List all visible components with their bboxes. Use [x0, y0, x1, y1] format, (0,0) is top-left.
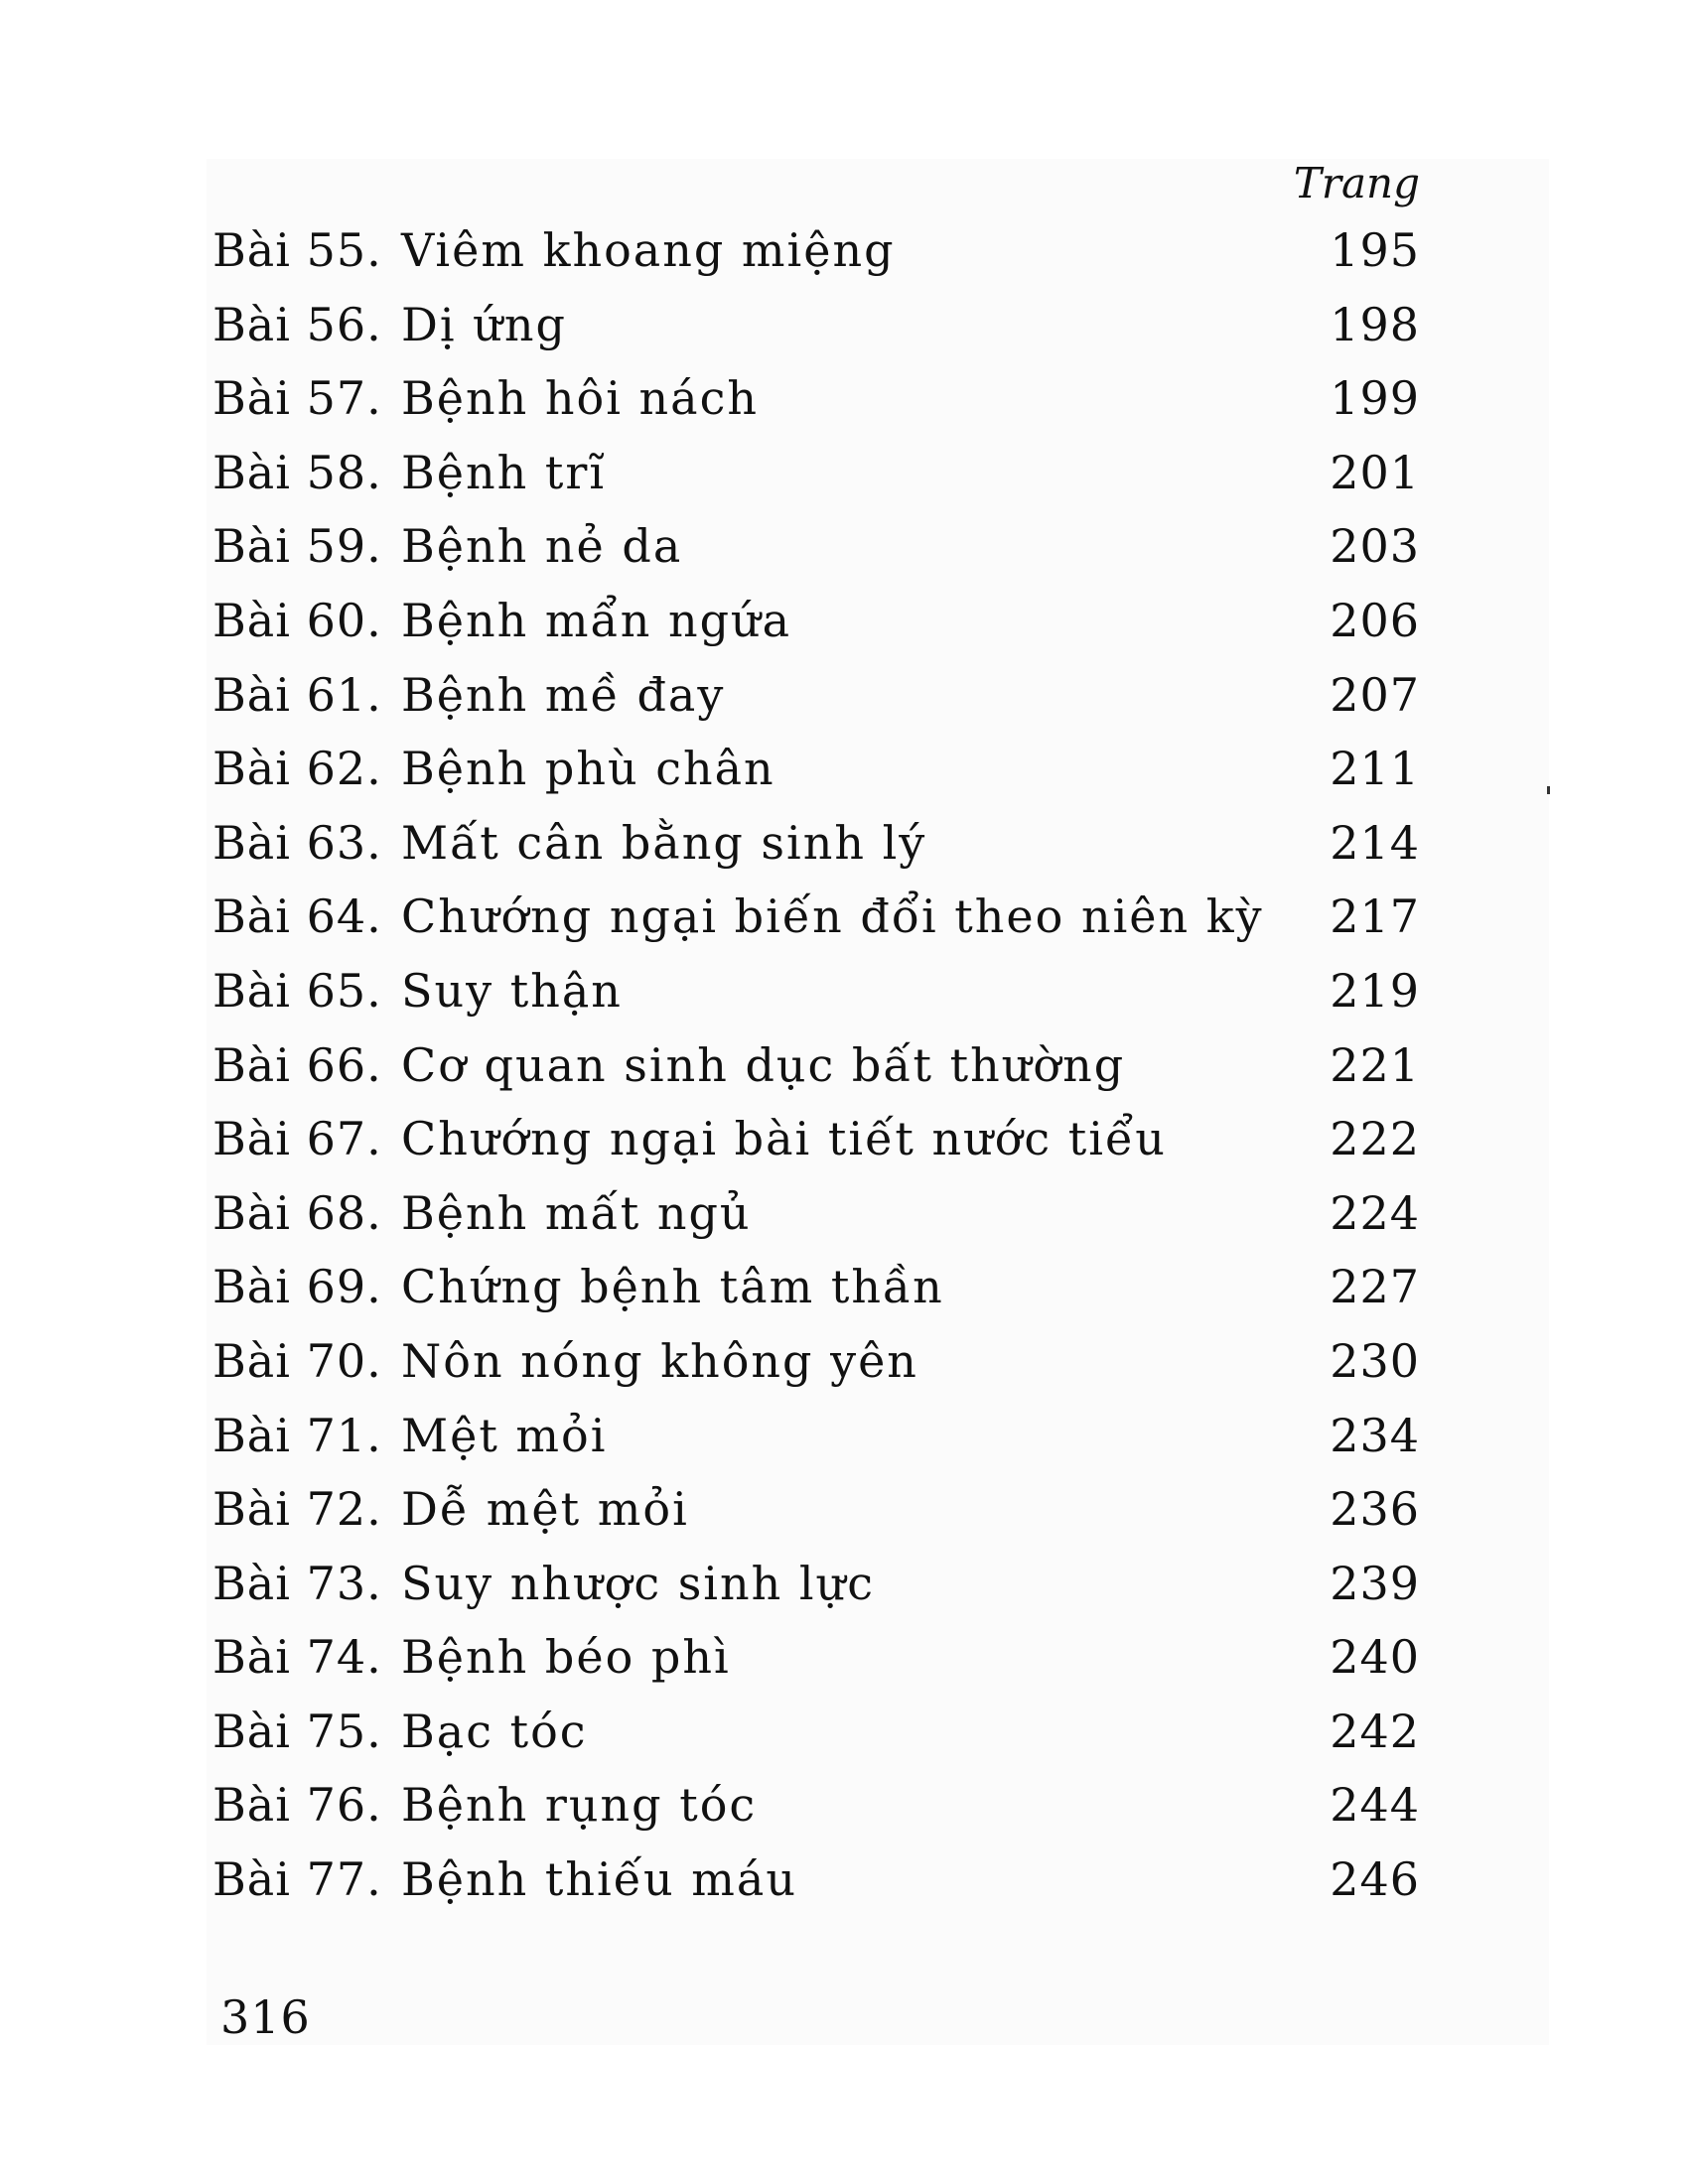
lesson-number: Bài 63.	[212, 815, 382, 870]
toc-entry	[212, 1324, 1434, 1399]
lesson-number: Bài 55.	[212, 223, 382, 277]
lesson-page-number: 219	[1330, 963, 1420, 1018]
toc-entry	[212, 1547, 1434, 1621]
folio-page-number: 316	[220, 1990, 311, 2044]
lesson-page-number: 230	[1330, 1333, 1420, 1388]
toc-entry	[212, 1250, 1434, 1324]
lesson-number: Bài 72.	[212, 1482, 382, 1537]
lesson-page-number: 199	[1330, 371, 1420, 426]
lesson-page-number: 214	[1330, 815, 1420, 870]
lesson-page-number: 211	[1330, 742, 1420, 796]
lesson-number: Bài 60.	[212, 593, 382, 647]
toc-entry	[212, 1472, 1434, 1547]
lesson-number: Bài 62.	[212, 742, 382, 796]
lesson-title: Dị ứng	[401, 297, 567, 351]
lesson-title: Chướng ngại biến đổi theo niên kỳ	[401, 889, 1264, 944]
lesson-title: Suy thận	[401, 963, 623, 1018]
table-of-contents	[212, 154, 1434, 1917]
toc-entry	[212, 288, 1434, 362]
lesson-page-number: 203	[1330, 519, 1420, 574]
toc-entry	[212, 658, 1434, 733]
lesson-page-number: 246	[1330, 1852, 1420, 1907]
toc-entry	[212, 1768, 1434, 1843]
toc-entry	[212, 436, 1434, 510]
lesson-title: Nôn nóng không yên	[401, 1333, 918, 1388]
toc-entry	[212, 1028, 1434, 1103]
lesson-number: Bài 74.	[212, 1630, 382, 1685]
lesson-number: Bài 76.	[212, 1778, 382, 1833]
lesson-page-number: 236	[1330, 1482, 1420, 1537]
lesson-page-number: 234	[1330, 1408, 1420, 1462]
toc-entry	[212, 954, 1434, 1028]
lesson-title: Suy nhược sinh lực	[401, 1556, 875, 1610]
lesson-number: Bài 61.	[212, 667, 382, 722]
toc-entry	[212, 213, 1434, 288]
lesson-title: Mệt mỏi	[401, 1408, 608, 1462]
lesson-title: Bệnh trĩ	[401, 445, 607, 499]
lesson-number: Bài 59.	[212, 519, 382, 574]
lesson-number: Bài 69.	[212, 1260, 382, 1314]
lesson-page-number: 201	[1330, 445, 1420, 499]
lesson-title: Bệnh nẻ da	[401, 519, 683, 574]
lesson-title: Cơ quan sinh dục bất thường	[401, 1037, 1126, 1092]
lesson-title: Chướng ngại bài tiết nước tiểu	[401, 1112, 1167, 1166]
lesson-page-number: 244	[1330, 1778, 1420, 1833]
lesson-number: Bài 57.	[212, 371, 382, 426]
lesson-page-number: 198	[1330, 297, 1420, 351]
lesson-title: Dễ mệt mỏi	[401, 1482, 689, 1537]
toc-entry	[212, 509, 1434, 584]
lesson-page-number: 240	[1330, 1630, 1420, 1685]
lesson-number: Bài 58.	[212, 445, 382, 499]
lesson-number: Bài 56.	[212, 297, 382, 351]
lesson-title: Bệnh hôi nách	[401, 371, 759, 426]
toc-entry	[212, 1102, 1434, 1176]
toc-entry	[212, 361, 1434, 436]
lesson-number: Bài 65.	[212, 963, 382, 1018]
lesson-page-number: 221	[1330, 1037, 1420, 1092]
lesson-page-number: 222	[1330, 1112, 1420, 1166]
lesson-number: Bài 66.	[212, 1037, 382, 1092]
lesson-number: Bài 67.	[212, 1112, 382, 1166]
lesson-number: Bài 64.	[212, 889, 382, 944]
lesson-page-number: 227	[1330, 1260, 1420, 1314]
lesson-page-number: 242	[1330, 1704, 1420, 1758]
lesson-page-number: 239	[1330, 1556, 1420, 1610]
lesson-title: Bệnh phù chân	[401, 742, 775, 796]
lesson-page-number: 224	[1330, 1185, 1420, 1240]
lesson-number: Bài 73.	[212, 1556, 382, 1610]
lesson-number: Bài 68.	[212, 1185, 382, 1240]
toc-entry	[212, 732, 1434, 806]
lesson-title: Bệnh béo phì	[401, 1630, 731, 1685]
lesson-title: Bạc tóc	[401, 1704, 588, 1758]
lesson-title: Bệnh thiếu máu	[401, 1852, 797, 1907]
scan-speck	[1547, 786, 1550, 794]
page-column-header: Trang	[1293, 159, 1420, 207]
lesson-title: Chứng bệnh tâm thần	[401, 1260, 944, 1314]
lesson-title: Mất cân bằng sinh lý	[401, 815, 927, 870]
toc-entry	[212, 584, 1434, 658]
lesson-number: Bài 75.	[212, 1704, 382, 1758]
lesson-number: Bài 70.	[212, 1333, 382, 1388]
lesson-title: Bệnh mẩn ngứa	[401, 593, 792, 647]
lesson-number: Bài 77.	[212, 1852, 382, 1907]
lesson-page-number: 217	[1330, 889, 1420, 944]
toc-entry	[212, 1843, 1434, 1917]
lesson-title: Bệnh mất ngủ	[401, 1185, 752, 1240]
toc-entry	[212, 806, 1434, 881]
toc-entry	[212, 1399, 1434, 1473]
lesson-title: Bệnh rụng tóc	[401, 1778, 758, 1833]
lesson-page-number: 207	[1330, 667, 1420, 722]
toc-list	[212, 213, 1434, 1917]
toc-entry	[212, 1695, 1434, 1769]
lesson-page-number: 195	[1330, 223, 1420, 277]
toc-entry	[212, 1620, 1434, 1695]
toc-entry	[212, 880, 1434, 954]
toc-entry	[212, 1176, 1434, 1251]
lesson-page-number: 206	[1330, 593, 1420, 647]
lesson-title: Bệnh mề đay	[401, 667, 726, 722]
lesson-title: Viêm khoang miệng	[401, 223, 896, 277]
lesson-number: Bài 71.	[212, 1408, 382, 1462]
